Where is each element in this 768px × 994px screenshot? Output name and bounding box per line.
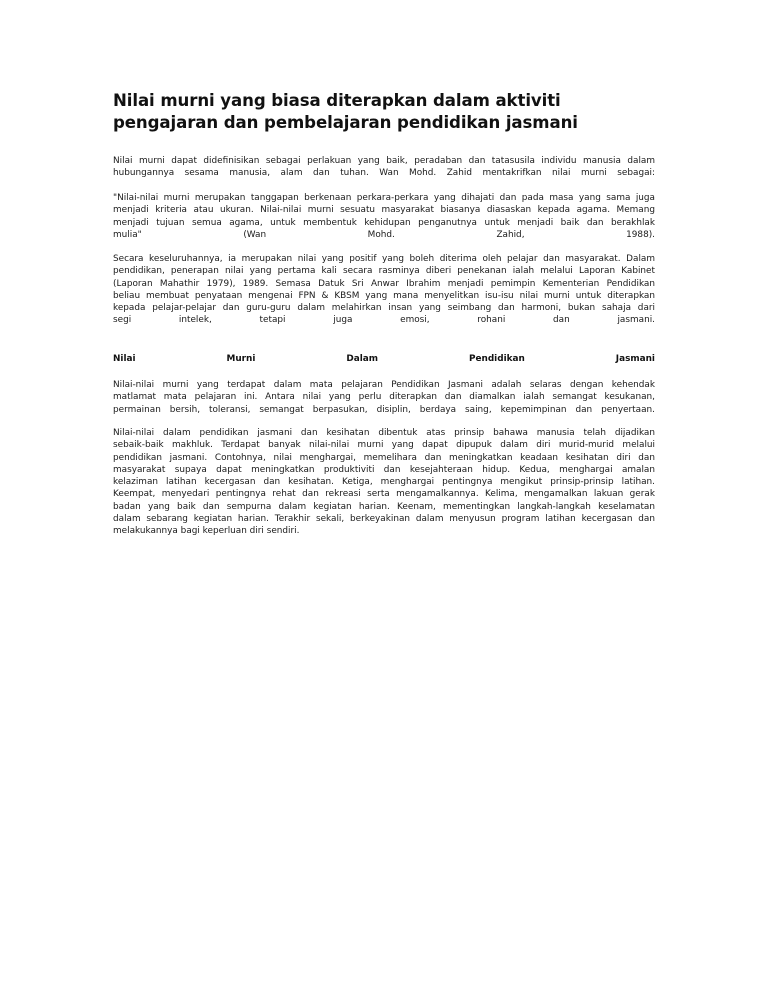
paragraph-quote <box>113 192 655 241</box>
heading-word: Murni <box>226 354 256 364</box>
text-line: Nilai murni dapat didefinisikan sebagai perlakuan yang baik, peradaban dan tatasusila individu manusia dalam <box>113 156 655 166</box>
heading-word: Dalam <box>346 354 379 364</box>
heading-word: Pendidikan <box>468 354 525 364</box>
text-line: permainan bersih, toleransi, semangat berpasukan, disiplin, berdaya saing, kepemimpinan dan penyertaan. <box>113 404 655 415</box>
text-line: Keempat, menyedari pentingnya rehat dan rekreasi serta mengamalkannya. Kelima, mengamalkan lakuan gerak <box>113 489 655 500</box>
text-line: Nilai-nilai dalam pendidikan jasmani dan kesihatan dibentuk atas prinsip bahawa manusia telah dijadikan <box>113 428 655 438</box>
text-line: (Laporan Mahathir 1979), 1989. Semasa Datuk Sri Anwar Ibrahim menjadi pemimpin Kementerian Pendidikan <box>113 278 655 289</box>
text-line: pendidikan jasmani. Contohnya, nilai menghargai, memelihara dan meningkatkan keadaan kesihatan diri dan <box>113 452 655 463</box>
heading-word: Jasmani <box>615 354 655 364</box>
text-line: masyarakat supaya dapat meningkatkan produktiviti dan kesejahteraan hidup. Kedua, menghargai amalan <box>113 464 655 475</box>
paragraph-values-list <box>113 379 655 416</box>
text-line: kelaziman latihan kecergasan dan kesihatan. Ketiga, menghargai pentingnya mengikut prinsip-prinsip latihan. <box>113 477 655 488</box>
text-line: sebaik-baik makhluk. Terdapat banyak nilai-nilai murni yang dapat dipupuk dalam diri murid-murid melalui <box>113 440 655 451</box>
paragraph-definition <box>113 155 655 180</box>
text-line: Nilai-nilai murni yang terdapat dalam mata pelajaran Pendidikan Jasmani adalah selaras dengan kehendak <box>113 380 655 390</box>
text-line: matlamat mata pelajaran ini. Antara nilai yang perlu diterapkan dan diamalkan ialah semangat kesukanan, <box>113 392 655 403</box>
text-line: Secara keseluruhannya, ia merupakan nilai yang positif yang boleh diterima oleh pelajar dan masyarakat. Dalam <box>113 254 655 264</box>
text-line: beliau membuat penyataan mengenai FPN & KBSM yang mana menyelitkan isu-isu nilai murni untuk diterapkan <box>113 290 655 301</box>
section-heading <box>113 353 655 365</box>
paragraph-values-detail <box>113 427 655 538</box>
text-line: mulia" (Wan Mohd. Zahid, 1988). <box>113 229 655 240</box>
text-line: menjadi tujuan semua agama, untuk membentuk kehidupan penganutnya untuk menjadi baik dan berakhlak <box>113 217 655 228</box>
text-line: melakukannya bagi keperluan diri sendiri. <box>113 526 300 537</box>
text-line: hubungannya sesama manusia, alam dan tuhan. Wan Mohd. Zahid mentakrifkan nilai murni sebagai: <box>113 168 655 179</box>
text-line: segi intelek, tetapi juga emosi, rohani dan jasmani. <box>113 315 655 326</box>
heading-word: Nilai <box>113 354 136 364</box>
text-line: kepada pelajar-pelajar dan guru-guru dalam melahirkan insan yang seimbang dan harmoni, bukan sahaja dari <box>113 303 655 314</box>
text-line: badan yang baik dan sempurna dalam kegiatan harian. Keenam, mementingkan langkah-langkah keselamatan <box>113 501 655 512</box>
text-line: "Nilai-nilai murni merupakan tanggapan berkenaan perkara-perkara yang dihajati dan pada masa yang sama juga <box>113 193 655 203</box>
document-title: Nilai murni yang biasa diterapkan dalam aktiviti pengajaran dan pembelajaran pendidikan jasmani <box>113 91 578 132</box>
text-line: pendidikan, penerapan nilai yang pertama kali secara rasminya diberi penekanan ialah melalui Laporan Kabinet <box>113 266 655 277</box>
text-line: dalam sebarang kegiatan harian. Terakhir sekali, berkeyakinan dalam menyusun program latihan kecergasan dan <box>113 514 655 525</box>
text-line: menjadi kriteria atau ukuran. Nilai-nilai murni sesuatu masyarakat biasanya diasaskan kepada agama. Memang <box>113 205 655 216</box>
paragraph-overview <box>113 253 655 327</box>
